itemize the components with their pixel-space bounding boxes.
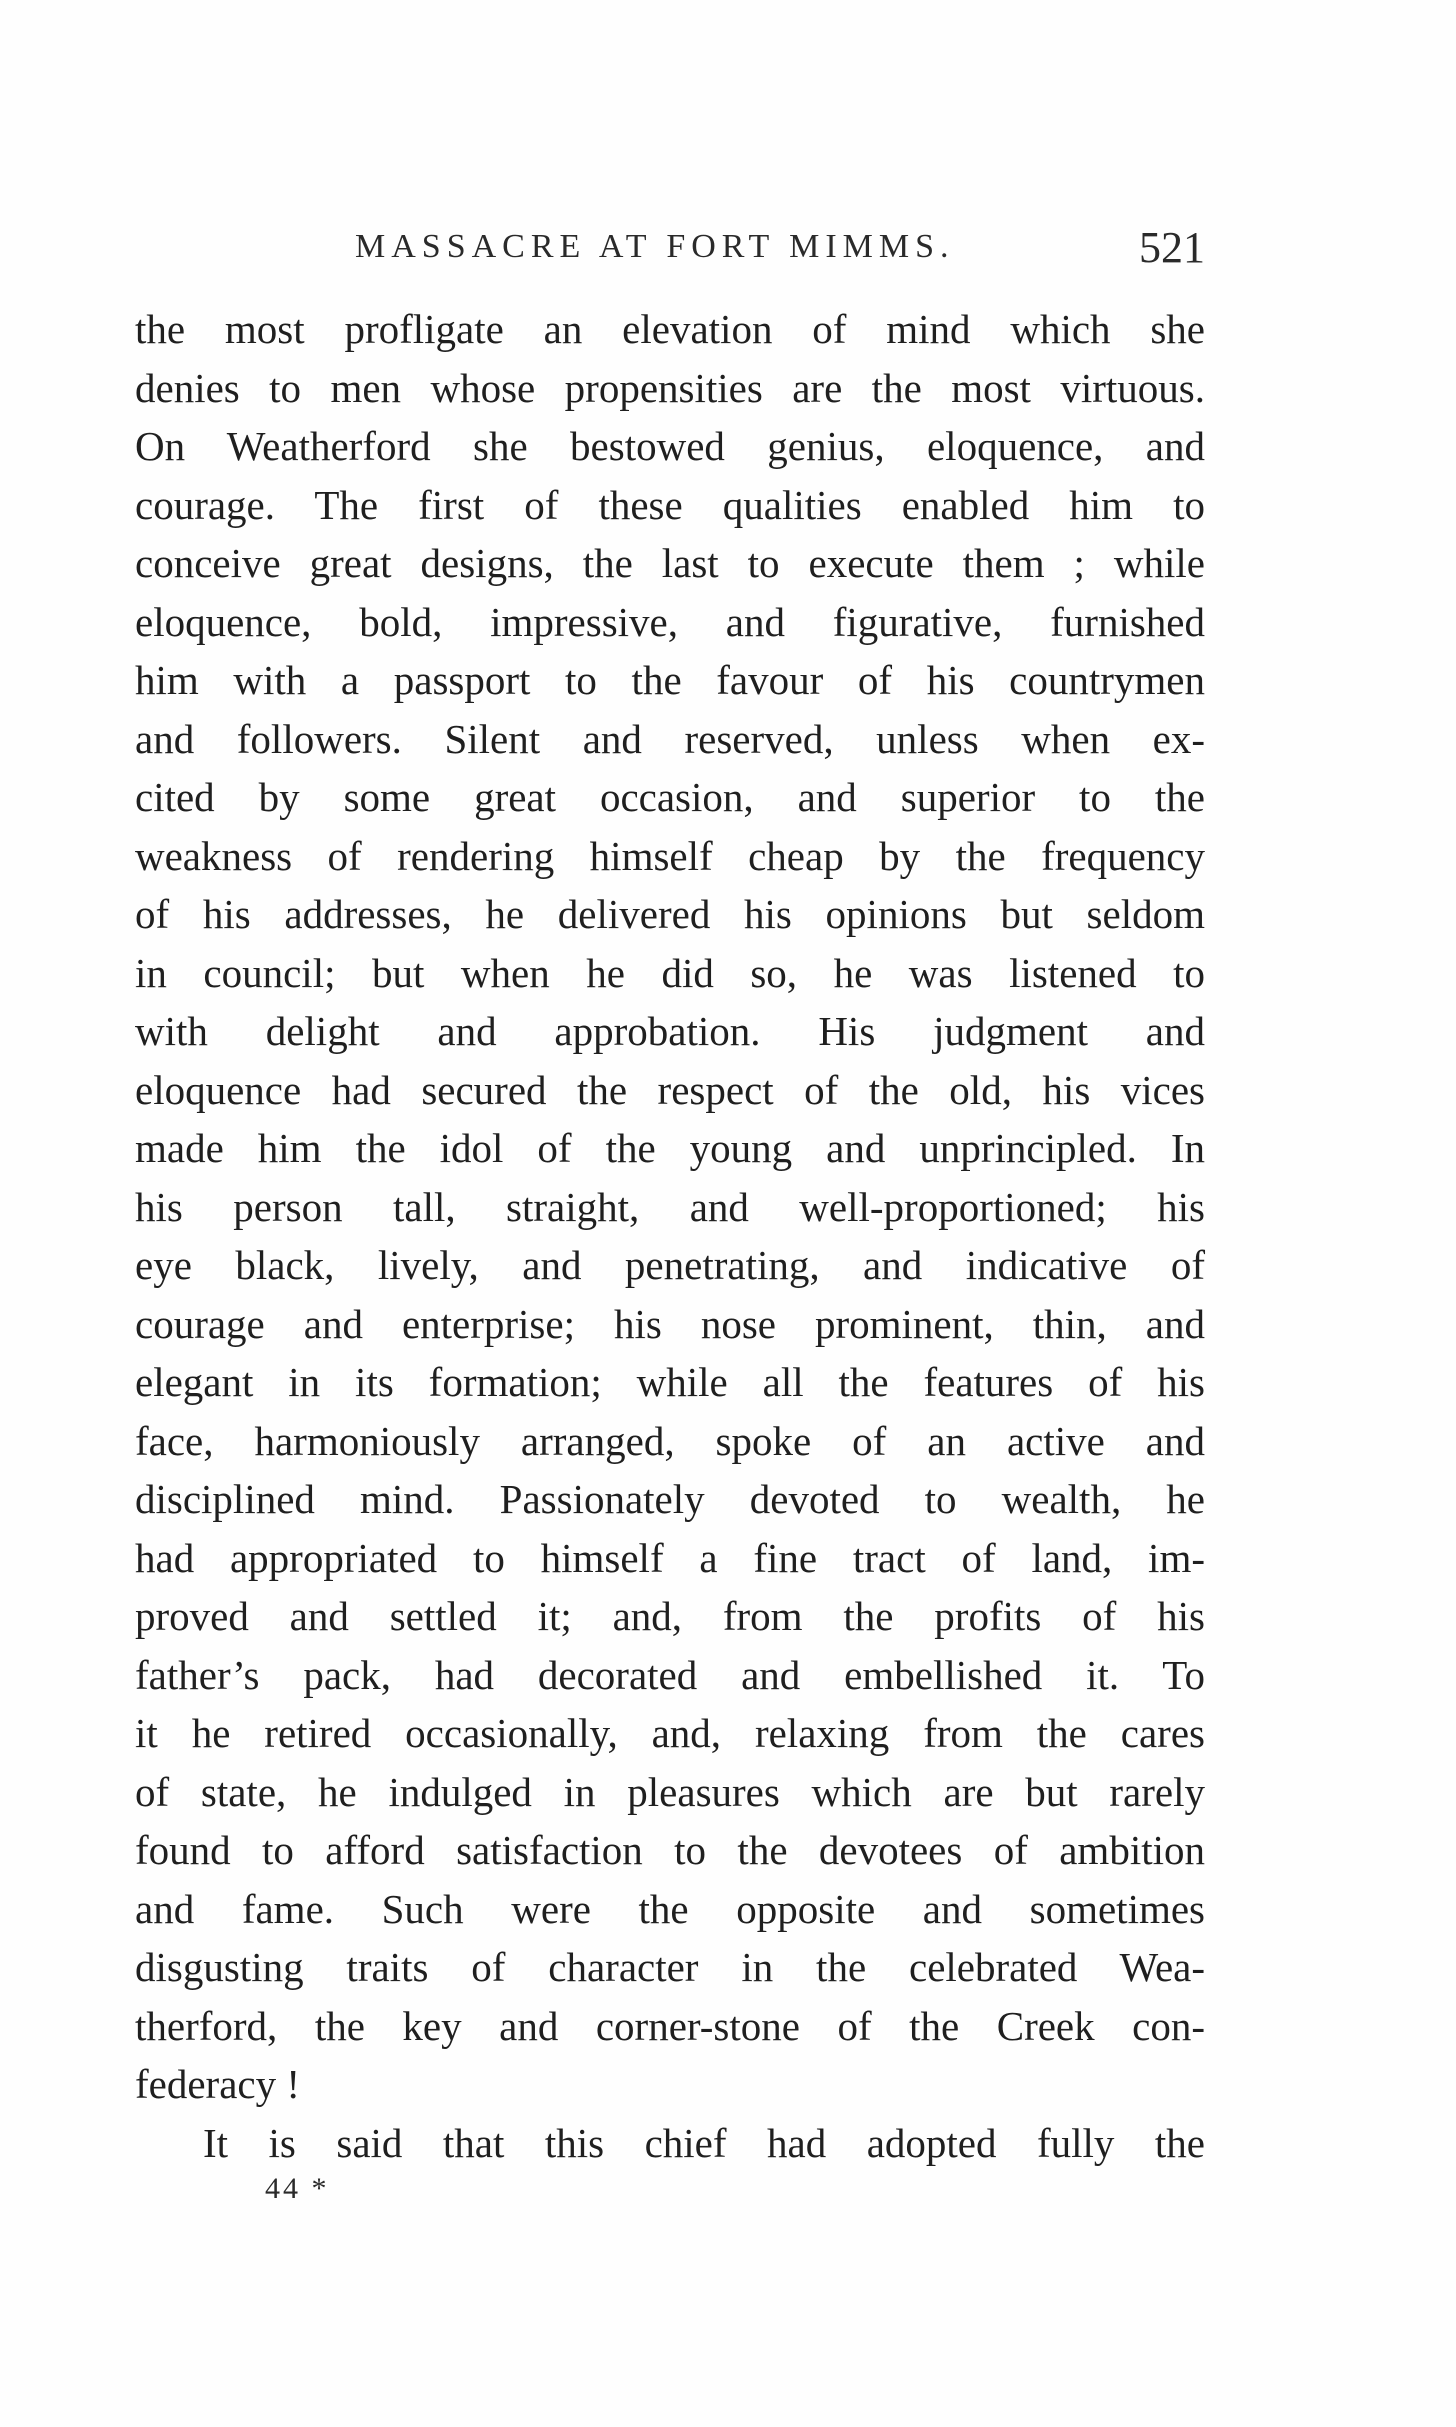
text-line: made him the idol of the young and unprincipled. In <box>135 1125 1205 1171</box>
text-line: in council; but when he did so, he was listened to <box>135 949 1205 996</box>
text-line: of state, he indulged in pleasures which are but rarely <box>135 1768 1205 1815</box>
text-line: of his addresses, he delivered his opinions but seldom <box>135 891 1205 937</box>
text-line: eloquence had secured the respect of the old, his vices <box>135 1066 1205 1113</box>
text-line: face, harmoniously arranged, spoke of an active and <box>135 1417 1205 1464</box>
text-line: courage and enterprise; his nose prominent, thin, and <box>135 1300 1205 1347</box>
text-line: his person tall, straight, and well-proportioned; his <box>135 1183 1205 1230</box>
text-line: and followers. Silent and reserved, unless when ex- <box>135 715 1205 762</box>
text-line: found to afford satisfaction to the devotees of ambition <box>135 1827 1205 1873</box>
text-line: courage. The first of these qualities enabled him to <box>135 481 1205 528</box>
text-line: the most profligate an elevation of mind which she <box>135 306 1205 352</box>
text-line: him with a passport to the favour of his countrymen <box>135 657 1205 703</box>
text-line: eloquence, bold, impressive, and figurative, furnished <box>135 598 1205 645</box>
paragraph-start-line: It is said that this chief had adopted fully the <box>203 2119 1205 2166</box>
body-text <box>135 300 1205 2172</box>
text-line: cited by some great occasion, and superior to the <box>135 774 1205 820</box>
page-number: 521 <box>1139 223 1205 272</box>
text-line: disciplined mind. Passionately devoted to wealth, he <box>135 1476 1205 1522</box>
paragraph-end-line: federacy ! <box>135 2061 301 2107</box>
text-line: elegant in its formation; while all the features of his <box>135 1359 1205 1405</box>
text-line: and fame. Such were the opposite and sometimes <box>135 1885 1205 1932</box>
text-line: father’s pack, had decorated and embellished it. To <box>135 1651 1205 1698</box>
text-line: conceive great designs, the last to execute them ; while <box>135 540 1205 586</box>
text-line: it he retired occasionally, and, relaxing from the cares <box>135 1710 1205 1756</box>
text-line: therford, the key and corner-stone of the Creek con- <box>135 2002 1205 2049</box>
text-line: had appropriated to himself a fine tract of land, im- <box>135 1534 1205 1581</box>
text-line: with delight and approbation. His judgment and <box>135 1008 1205 1054</box>
text-line: On Weatherford she bestowed genius, eloquence, and <box>135 423 1205 469</box>
text-line: disgusting traits of character in the celebrated Wea- <box>135 1944 1205 1990</box>
text-line: weakness of rendering himself cheap by the frequency <box>135 832 1205 879</box>
page-header <box>135 222 1205 282</box>
text-line: proved and settled it; and, from the profits of his <box>135 1593 1205 1639</box>
running-title: MASSACRE AT FORT MIMMS. <box>355 228 955 265</box>
text-line: denies to men whose propensities are the most virtuous. <box>135 364 1205 411</box>
signature-mark: 44 * <box>265 2172 330 2205</box>
text-line: eye black, lively, and penetrating, and indicative of <box>135 1242 1205 1288</box>
